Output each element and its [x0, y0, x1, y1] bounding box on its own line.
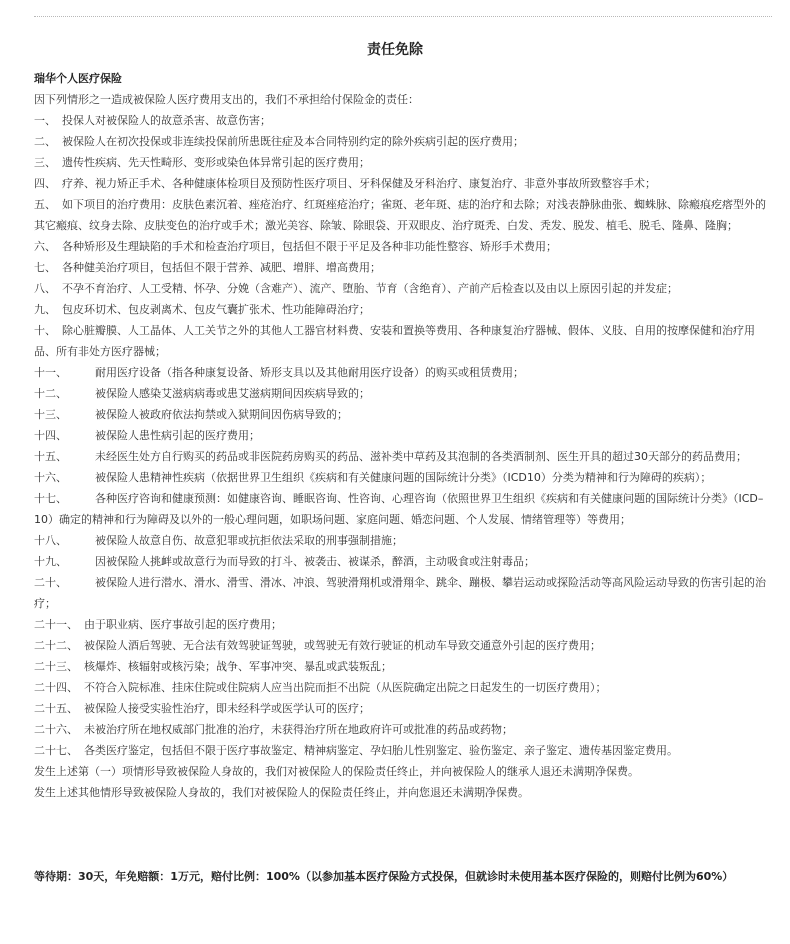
item-text: 各类医疗鉴定，包括但不限于医疗事故鉴定、精神病鉴定、孕妇胎儿性别鉴定、验伤鉴定、亲子鉴定、遗传基因鉴定费用。 [84, 744, 678, 757]
item-text: 被保险人患精神性疾病（依据世界卫生组织《疾病和有关健康问题的国际统计分类》（ICD10）分类为精神和行为障碍的疾病）； [95, 471, 712, 484]
item-text: 被保险人故意自伤、故意犯罪或抗拒依法采取的刑事强制措施； [95, 534, 403, 547]
exclusion-item [34, 236, 776, 257]
policy-terms: 等待期：30天，年免赔额：1万元，赔付比例：100%（以参加基本医疗保险方式投保，但就诊时未使用基本医疗保险的，则赔付比例为60%） [34, 870, 734, 883]
item-number: 九、 [34, 303, 56, 316]
exclusion-item [34, 740, 776, 761]
item-number: 十四、 [34, 429, 67, 442]
item-text: 被保险人接受实验性治疗，即未经科学或医学认可的医疗； [84, 702, 370, 715]
item-text: 被保险人酒后驾驶、无合法有效驾驶证驾驶，或驾驶无有效行驶证的机动车导致交通意外引起的医疗费用； [84, 639, 601, 652]
item-text: 耐用医疗设备（指各种康复设备、矫形支具以及其他耐用医疗设备）的购买或租赁费用； [95, 366, 524, 379]
exclusion-item [34, 425, 776, 446]
item-number: 二、 [34, 135, 56, 148]
item-text: 被保险人感染艾滋病病毒或患艾滋病期间因疾病导致的； [95, 387, 370, 400]
exclusion-item [34, 656, 776, 677]
item-number: 十一、 [34, 366, 67, 379]
page-title: 责任免除 [367, 42, 423, 58]
exclusion-item [34, 362, 776, 383]
exclusion-item [34, 488, 776, 530]
item-number: 八、 [34, 282, 56, 295]
item-text: 因被保险人挑衅或故意行为而导致的打斗、被袭击、被谋杀，醉酒，主动吸食或注射毒品； [95, 555, 535, 568]
item-text: 遗传性疾病、先天性畸形、变形或染色体异常引起的医疗费用； [62, 156, 370, 169]
exclusion-item [34, 257, 776, 278]
exclusion-item [34, 194, 776, 236]
item-text: 未经医生处方自行购买的药品或非医院药房购买的药品、滋补类中草药及其泡制的各类酒制剂、医生开具的超过30天部分的药品费用； [95, 450, 747, 463]
item-number: 十、 [34, 324, 56, 337]
item-text: 疗养、视力矫正手术、各种健康体检项目及预防性医疗项目、牙科保健及牙科治疗、康复治疗、非意外事故所致整容手术； [62, 177, 656, 190]
item-number: 十七、 [34, 492, 67, 505]
exclusion-item [34, 677, 776, 698]
item-number: 十八、 [34, 534, 67, 547]
item-number: 二十七、 [34, 744, 78, 757]
exclusion-item [34, 110, 776, 131]
item-number: 七、 [34, 261, 56, 274]
product-name: 瑞华个人医疗保险 [34, 72, 122, 85]
item-text: 被保险人进行潜水、滑水、滑雪、滑冰、冲浪、驾驶滑翔机或滑翔伞、跳伞、蹦极、攀岩运动或探险活动等高风险运动导致的伤害引起的治疗； [34, 576, 766, 610]
item-number: 二十二、 [34, 639, 78, 652]
item-number: 四、 [34, 177, 56, 190]
item-number: 十三、 [34, 408, 67, 421]
exclusion-item [34, 572, 776, 614]
exclusion-item [34, 278, 776, 299]
exclusion-item [34, 698, 776, 719]
item-text: 如下项目的治疗费用：皮肤色素沉着、痤疮治疗、红斑痤疮治疗；雀斑、老年斑、痣的治疗和去除；对浅表静脉曲张、蜘蛛脉、除瘢痕疙瘩型外的其它瘢痕、纹身去除、皮肤变色的治疗或手术；激光美容、除皱、除眼袋、开双眼皮、治疗斑秃、白发、秃发、脱发、植毛、脱毛、隆鼻、隆胸； [34, 198, 766, 232]
exclusion-item [34, 614, 776, 635]
item-number: 二十四、 [34, 681, 78, 694]
exclusion-item [34, 299, 776, 320]
item-number: 二十、 [34, 576, 67, 589]
item-text: 包皮环切术、包皮剥离术、包皮气囊扩张术、性功能障碍治疗； [62, 303, 370, 316]
item-number: 二十三、 [34, 660, 78, 673]
item-number: 十二、 [34, 387, 67, 400]
item-number: 二十五、 [34, 702, 78, 715]
item-text: 由于职业病、医疗事故引起的医疗费用； [84, 618, 282, 631]
exclusion-item [34, 404, 776, 425]
item-text: 各种医疗咨询和健康预测：如健康咨询、睡眠咨询、性咨询、心理咨询（依照世界卫生组织《疾病和有关健康问题的国际统计分类》（ICD–10）确定的精神和行为障碍及以外的一般心理问题，如职场问题、家庭问题、婚恋问题、个人发展、情绪管理等）等费用； [34, 492, 764, 526]
item-text: 被保险人在初次投保或非连续投保前所患既往症及本合同特别约定的除外疾病引起的医疗费用； [62, 135, 524, 148]
exclusion-item [34, 152, 776, 173]
item-number: 三、 [34, 156, 56, 169]
exclusion-item [34, 383, 776, 404]
top-divider [34, 16, 772, 17]
closing-line-1: 发生上述第（一）项情形导致被保险人身故的，我们对被保险人的保险责任终止，并向被保险人的继承人退还未满期净保费。 [34, 765, 639, 778]
exclusion-item [34, 320, 776, 362]
exclusion-item [34, 446, 776, 467]
item-number: 十五、 [34, 450, 67, 463]
exclusion-item [34, 551, 776, 572]
exclusion-list [34, 110, 776, 761]
exclusion-item [34, 635, 776, 656]
item-text: 不符合入院标准、挂床住院或住院病人应当出院而拒不出院（从医院确定出院之日起发生的一切医疗费用）； [84, 681, 607, 694]
exclusion-item [34, 467, 776, 488]
item-number: 六、 [34, 240, 56, 253]
item-text: 投保人对被保险人的故意杀害、故意伤害； [62, 114, 271, 127]
closing-line-2: 发生上述其他情形导致被保险人身故的，我们对被保险人的保险责任终止，并向您退还未满期净保费。 [34, 786, 529, 799]
item-text: 未被治疗所在地权威部门批准的治疗，未获得治疗所在地政府许可或批准的药品或药物； [84, 723, 513, 736]
exclusion-item [34, 530, 776, 551]
exclusion-item [34, 719, 776, 740]
item-number: 一、 [34, 114, 56, 127]
item-text: 除心脏瓣膜、人工晶体、人工关节之外的其他人工器官材料费、安装和置换等费用、各种康复治疗器械、假体、义肢、自用的按摩保健和治疗用品、所有非处方医疗器械； [34, 324, 755, 358]
item-text: 被保险人被政府依法拘禁或入狱期间因伤病导致的； [95, 408, 348, 421]
exclusion-item [34, 131, 776, 152]
item-number: 五、 [34, 198, 56, 211]
exclusion-item [34, 173, 776, 194]
item-number: 二十一、 [34, 618, 78, 631]
item-number: 二十六、 [34, 723, 78, 736]
item-text: 核爆炸、核辐射或核污染；战争、军事冲突、暴乱或武装叛乱； [84, 660, 392, 673]
intro-text: 因下列情形之一造成被保险人医疗费用支出的，我们不承担给付保险金的责任： [34, 93, 419, 106]
item-text: 各种健美治疗项目，包括但不限于营养、减肥、增胖、增高费用； [62, 261, 381, 274]
item-text: 不孕不育治疗、人工受精、怀孕、分娩（含难产）、流产、堕胎、节育（含绝育）、产前产后检查以及由以上原因引起的并发症； [62, 282, 678, 295]
item-number: 十九、 [34, 555, 67, 568]
exclusion-content [34, 68, 776, 803]
item-text: 被保险人患性病引起的医疗费用； [95, 429, 260, 442]
item-text: 各种矫形及生理缺陷的手术和检查治疗项目，包括但不限于平足及各种非功能性整容、矫形手术费用； [62, 240, 557, 253]
item-number: 十六、 [34, 471, 67, 484]
